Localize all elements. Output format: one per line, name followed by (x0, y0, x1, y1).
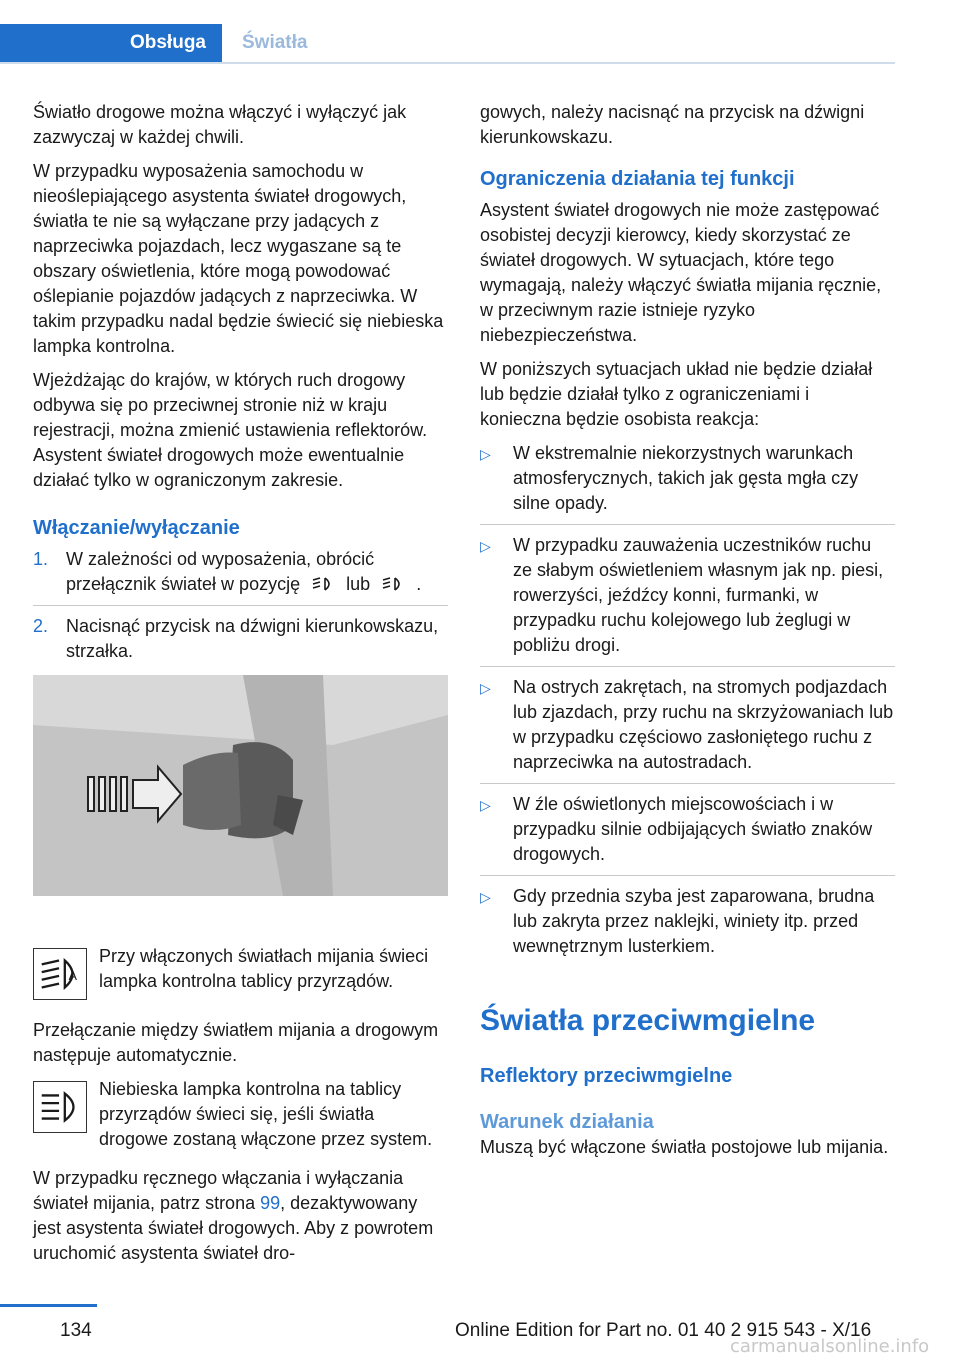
paragraph: Muszą być włączone światła postojowe lub mijania. (480, 1137, 889, 1157)
low-beam-indicator-icon (33, 948, 87, 1000)
paragraph: Światło drogowe można włączyć i wyłączyć jak zazwyczaj w każdej chwili. (33, 102, 407, 147)
bullet-marker-icon: ▷ (480, 797, 491, 813)
paragraph: gowych, należy nacisnąć na przycisk na dźwigni kierunkowskazu. (480, 102, 865, 147)
right-column (480, 100, 895, 1169)
bullet-marker-icon: ▷ (480, 889, 491, 905)
step-number: 1. (33, 549, 49, 569)
paragraph-text: , dezaktywowany jest asystenta świateł drogowych. Aby z powrotem uruchomić asystenta świateł dro- (33, 1193, 434, 1263)
step-text-or: lub (346, 574, 371, 594)
step-item (33, 614, 448, 672)
bullet-marker-icon: ▷ (480, 680, 491, 696)
page-header (0, 24, 895, 64)
watermark: carmanualsonline.info (730, 1336, 930, 1357)
paragraph-text: W przypadku ręcznego włączania i wyłączania świateł mijania, patrz strona (33, 1168, 404, 1213)
paragraph: Przełączanie między światłem mijania a drogowym następuje automatycznie. (33, 1020, 439, 1065)
footer-rule (0, 1304, 97, 1307)
section-heading: Włączanie/wyłączanie (33, 517, 240, 539)
list-item-text: W źle oświetlonych miejscowościach i w przypadku silnie odbijających światło znaków drogowych. (513, 794, 873, 864)
step-number: 2. (33, 616, 49, 636)
section-tab-inactive: Światła (242, 32, 308, 53)
steps-list (33, 547, 448, 672)
list-item (480, 533, 895, 667)
list-item-text: W przypadku zauważenia uczestników ruchu ze słabym oświetleniem własnym jak np. piesi, rowerzyści, jeźdźcy konni, furmanki, w przypadku ruchu kolejowego lub żeglugi w pobliżu drogi. (513, 535, 884, 655)
section-heading: Ograniczenia działania tej funkcji (480, 168, 795, 190)
paragraph: Wjeżdżając do krajów, w których ruch drogowy odbywa się po przeciwnej stronie niż w kraju rejestracji, można zmienić ustawienia reflektorów. Asystent świateł drogowych może ewentualnie działać tylko w ograniczonym zakresie. (33, 370, 428, 490)
page-link[interactable]: 99 (260, 1193, 281, 1213)
list-item (480, 675, 895, 784)
high-beam-indicator-icon (33, 1081, 87, 1133)
step-text-end: . (416, 574, 422, 594)
edition-info: Online Edition for Part no. 01 40 2 915 543 - X/16 (455, 1320, 872, 1341)
indicator-note (33, 944, 448, 1004)
section-tab-active: Obsługa (0, 24, 222, 62)
paragraph (33, 1166, 448, 1266)
section-heading: Reflektory przeciwmgielne (480, 1065, 733, 1087)
list-item (480, 884, 895, 967)
page-number: 134 (60, 1320, 92, 1341)
svg-text:A: A (68, 968, 77, 983)
bullet-marker-icon: ▷ (480, 538, 491, 554)
subsection-heading: Warunek działania (480, 1111, 654, 1133)
bullet-marker-icon: ▷ (480, 446, 491, 462)
list-item-text: Na ostrych zakrętach, na stromych podjazdach lub zjazdach, przy ruchu na skrzyżowaniach lub w przypadku częściowo zasłoniętego ruchu z naprzeciwka na autostradach. (513, 677, 894, 772)
list-item-text: W ekstremalnie niekorzystnych warunkach atmosferycznych, takich jak gęsta mgła czy silne opady. (513, 443, 859, 513)
note-text: Niebieska lampka kontrolna na tablicy przyrządów świeci się, jeśli światła drogowe zostaną włączone przez system. (99, 1079, 433, 1149)
step-text: Nacisnąć przycisk na dźwigni kierunkowskazu, strzałka. (66, 616, 439, 661)
step-item (33, 547, 448, 606)
low-beam-auto-icon (311, 575, 335, 593)
paragraph: W poniższych sytuacjach układ nie będzie działał lub będzie działał tylko z ograniczeniami i konieczna będzie osobista reakcja: (480, 359, 873, 429)
low-beam-icon (381, 575, 405, 593)
step-text: W zależności od wyposażenia, obrócić przełącznik świateł w pozycję (66, 549, 375, 594)
list-item (480, 792, 895, 876)
list-item-text: Gdy przednia szyba jest zaparowana, brudna lub zakryta przez naklejki, winiety itp. przed wewnętrznym lusterkiem. (513, 886, 875, 956)
bullet-list (480, 441, 895, 967)
paragraph: W przypadku wyposażenia samochodu w nieoślepiającego asystenta świateł drogowych, światła te nie są wyłączane przy jadących z naprzeciwka pojazdach, lecz wygaszane są te obszary oświetlenia, które mogą powodować oślepianie pojazdów jadących z naprzeciwka. W takim przypadku nadal będzie świecić się niebieska lampka kontrolna. (33, 161, 444, 356)
list-item (480, 441, 895, 525)
paragraph: Asystent świateł drogowych nie może zastępować osobistej decyzji kierowcy, kiedy skorzystać ze świateł drogowych. W sytuacjach, które tego wymagają, należy włączyć światła mijania ręcznie, w przeciwnym razie istnieje ryzyko niebezpieczeństwa. (480, 200, 882, 345)
turn-signal-lever-photo (33, 675, 448, 896)
chapter-title: Światła przeciwmgielne (480, 1004, 816, 1037)
indicator-note (33, 1077, 448, 1152)
note-text: Przy włączonych światłach mijania świeci lampka kontrolna tablicy przyrządów. (99, 946, 429, 991)
